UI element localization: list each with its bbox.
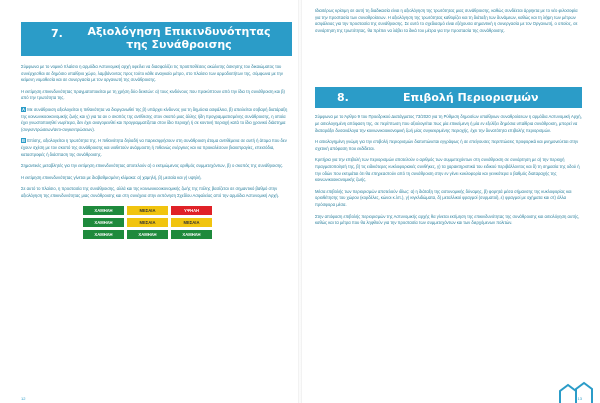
paragraph: Ιδιαιτέρως κρίσιμη σε αυτή τη διαδικασία είναι η αξιολόγηση της τρωτότητας μιας συνάθροισης, καθώς συνδέεται άρρηκτα με το νέο φιλοσοφία για την προστασία των συναθροίσεων. Η αξιολόγηση της τρωτότητας καθορίζει και τη διάταξη των δυνάμεων, καθώς και τη λήψη των μέτρων ασφάλειας για την προστασία της συνάθροισης. Σε αυτό το σχεδιασμό είναι εξέχουσα σημαντική η συνεργασία με τον Οργανωτή, ο οποίος, σε συνάρτηση της τρωτότητας, θα πρέπει να λάβει τα δικά του μέτρα για την προστασία της συνάθροισης. [315,8,578,33]
section-number: 7. [51,27,63,40]
paragraph: Σημαντικές μεταβλητές για την εκτίμηση επικινδυνότητας αποτελούν α) ο εκτιμώμενος αριθμός συμμετεχόντων, β) ο σκοπός της συνάθροισης. [21,163,284,169]
point-badge: Β [22,138,26,144]
paragraph: Η εκτίμηση επικινδυνότητας γίνεται με διαβαθμισμένη κλίμακα: α) χαμηλή, β) μεσαία και γ) υψηλή. [21,174,202,180]
paragraph: Κριτήρια για την επιβολή των περιορισμών αποτελούν ο αριθμός των συμμετεχόντων στη συνάθροιση σε συνάρτηση με α) την περιοχή πραγματοποίησή της, β) τις ειδικότερες κυκλοφοριακές συνθήκες, γ) τα χαρακτηριστικά του ειδικού περιβάλλοντος και δ) τη σημασία της οδού ή την οδών που εκτιμάται ότι θα επηρεαστούν από τη συνάθροιση στην εν γένει κυκλοφορία και γενικότερα ο βαθμός διαταραχής της κοινωνικοοικονομικής ζωής. [315,157,580,183]
paragraph: Σύμφωνα με το Άρθρο 9 του Προεδρικού Διατάγματος 73/2020 για τη Ρύθμιση δημοσίων υπαίθριων συναθροίσεων η αρμόδια Αστυνομική Αρχή, με αιτιολογημένη απόφαση της, σε περίπτωση που αξιολογείται πως μία επικείμενη ή μία εν εξελίξει δημόσια υπαίθρια συνάθροιση, μπορεί να διαταράξει δυσανάλογα την κοινωνικοοικονομική ζωή μίας συγκεκριμένης περιοχής, έχει την δυνατότητα επιβολής περιορισμών. [315,114,582,133]
paragraph: Η εκτίμηση επικινδυνότητας πραγματοποιείται με τη χρήση δύο δεικτών: α) τους κινδύνους που προκύπτουν από την ίδια τη συνάθροιση και β) από την τρωτότητα της. [21,88,285,101]
risk-cell-green: ΧΑΜΗΛΗ [83,206,124,215]
paragraph: Η αιτιολογημένη γνώμη για την επιβολή περιορισμών διατυπώνεται εγγράφως ή σε επείγουσες περιπτώσεις προφορικά και μνημονεύεται στην σχετική απόφαση που εκδίδεται. [315,139,579,151]
page-number: 12 [21,396,26,401]
risk-cell-yellow: ΜΕΣΑΙΑ [127,218,168,227]
section-title: Επιβολή Περιορισμών [403,91,539,105]
right-page [300,0,600,403]
risk-cell-green: ΧΑΜΗΛΗ [171,230,212,239]
paragraph: Σύμφωνα με το νομικό πλαίσιο η αρμόδια Αστυνομική αρχή οφείλει να διασφαλίζει τις προϋποθέσεις ακώλυτης άσκησης του δικαιώματος του συνέρχεσθαι σε δημόσιο υπαίθριο χώρο, λαμβάνοντας προς τούτο κάθε αναγκαίο μέτρο, στο πλαίσιο των αρμοδιοτήτων της, σύμφωνα με την κείμενη νομοθεσία και σε συνεργασία με τον οργανωτή της συνάθροισης. [21,64,283,83]
risk-cell-green: ΧΑΜΗΛΗ [83,230,124,239]
section-8-heading [315,87,582,108]
paragraph: Σε αυτό το πλαίσιο, η προστασία της συνάθροισης, αλλά και της κοινωνικοοικονομικής ζωής της πόλης βασίζεται σε σημαντικό βαθμό στην αξιολόγηση της επικινδυνότητας μιας συνάθροισης και στη συνέχεια στην εκπόνηση Σχεδίου Ασφαλείας από την αρμόδια Αστυνομική Αρχή. [21,186,280,198]
section-7-heading [21,22,292,56]
risk-cell-yellow: ΜΕΣΑΙΑ [127,206,168,215]
risk-cell-yellow: ΜΕΣΑΙΑ [171,218,212,227]
paragraph: Α Με συνάθροιση αξιολογείται η πιθανότητα να διοργανωθεί της β) υπάρχει κίνδυνος για τη δημόσια ασφάλεια, β) απειλείται σοβαρή διατάραξη της κοινωνικοοικονομικής ζωής και γ) για τα αν ο σκοπός της αντίθεσης στον σκοπό μιας άλλης ήδη προγραμματισμένης συνάθροισης, η οποία έχει γνωστοποιηθεί νωρίτερα, δεν έχει αναγορευθεί και προγραμματίζεται στον ίδιο περιοχή ή σε κοντινή περιοχή κατά το ίδιο χρονικό διάστημα (συγκεντρώσεων/αντι-συγκεντρώσεων). [21,106,288,132]
paragraph: Μέσα επιβολής των περιορισμών αποτελούν ιδίως: α) η διάταξη της αστυνομικής δύναμης, β) φορητά μέσα σήμανσης της κυκλοφορίας και οριοθέτησης του χώρου (κορδέλες, κώνοι κ.λπ.), γ) κιγκλιδώματα, δ) μεταλλικοί φραγμοί (συρματοί), ε) φραγμοί με οχήματα και στ) άλλα πρόσφορα μέσα. [315,188,572,207]
risk-cell-red: ΥΨΗΛΗ [171,206,212,215]
point-badge: Α [22,106,26,112]
paragraph: Στην απόφαση επιβολής περιορισμών της Αστυνομικής αρχής θα γίνεται εκτίμηση της επικινδυνότητας της συνάθροισης και αιτιολόγηση αυτής, καθώς και τα μέτρα που θα ληφθούν για την προστασία των συμμετεχόντων και των διερχόμενων πολιτών. [315,213,580,226]
paragraph: Β Επίσης, αξιολογείται η τρωτότητα της. Η πιθανότητα δηλαδή να παρεισφρήσουν στη συνάθροιση άτομα αντιθέμενα σε αυτή ή άτομα που δεν έχουν σχέση με τον σκοπό της συνάθροισης και υιοθετούν ανάρμοστη ή πιθανώς ενέργειες και να προκαλέσουν βιαιοπραγίες, επεισόδια, καταστροφές ή διάσπαση της συνάθροισης. [21,138,287,157]
risk-cell-green: ΧΑΜΗΛΗ [127,230,168,239]
building-logo-icon [556,381,596,403]
risk-cell-green: ΧΑΜΗΛΗ [83,218,124,227]
section-number: 8. [337,91,349,105]
page-number: 13 [577,396,582,401]
risk-matrix [83,206,292,239]
section-title: Αξιολόγηση Επικινδυνότητας της Συνάθροισης [87,25,271,51]
